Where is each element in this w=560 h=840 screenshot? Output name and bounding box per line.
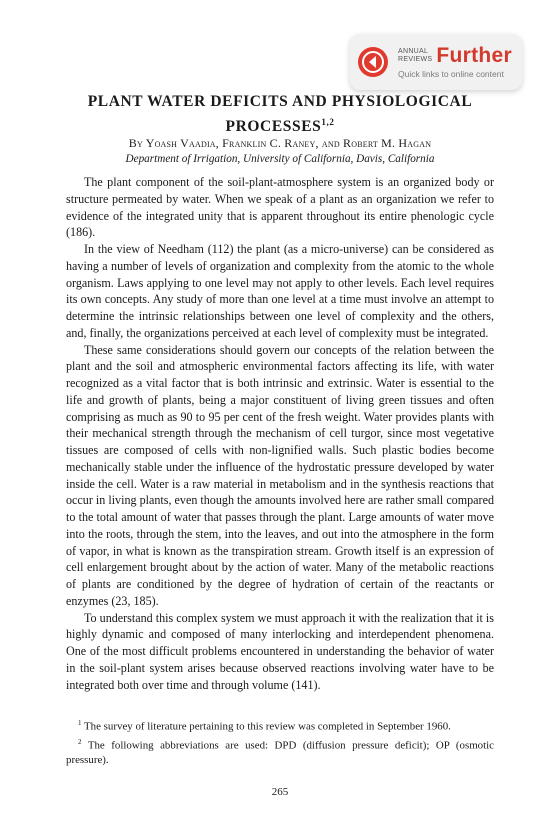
affiliation: Department of Irrigation, University of California, Davis, California [125,153,435,165]
further-logo-icon [358,47,388,77]
further-banner[interactable] [350,34,522,90]
banner-further: Further [436,44,512,68]
page-number: 265 [271,786,289,798]
banner-subtitle: Quick links to online content [398,69,504,80]
paragraph: To understand this complex system we must approach it with the realization that it is highly dynamic and composed of many interlocking and interdependent phenomena. One of the most difficult problems encountered in understanding the behavior of water in the soil-plant system arises because observed reactions involving water have to be integrated both over time and through volume (141). [66,610,494,692]
footnotes [66,716,494,768]
footnote-mark: 1 [78,719,82,727]
footnote [66,735,494,769]
title-footnote-marks: 1,2 [321,117,335,127]
paragraph: The plant component of the soil-plant-atmosphere system is an organized body or structure permeated by water. When we speak of a plant as an organization we refer to evidence of the integrated unity that is apparent throughout its entire phenologic cycle (186). [66,175,494,240]
authors: By Yoash Vaadia, Franklin C. Raney, and Robert M. Hagan [128,136,432,150]
paragraph: In the view of Needham (112) the plant (as a micro-universe) can be considered as having a number of levels of organization and complexity from the atomic to the whole organism. Laws applying to one level may not apply to other levels. Each level requires its own concepts. Any study of more than one level at a time must involve an attempt to determine the intrinsic relationships between one level of complexity and the others, and, finally, the organizations perceived at each level of complexity must be integrated. [66,242,494,340]
title-line-2-text: PROCESSES [225,118,322,136]
banner-annual: ANNUAL [398,47,429,55]
footnote-text: The following abbreviations are used: DPD (diffusion pressure deficit); OP (osmotic pressure). [66,739,494,767]
footnote [66,716,494,735]
banner-reviews: REVIEWS [398,55,433,63]
article-body [66,174,494,693]
title-line-2 [40,112,520,137]
footnote-text: The survey of literature pertaining to this review was completed in September 1960. [84,720,451,733]
footnote-mark: 2 [78,737,82,746]
paragraph: These same considerations should govern our concepts of the relation between the plant and the soil and atmospheric environmental factors affecting its life, with water recognized as a vital factor that is both intrinsic and extrinsic. Water is essential to the life and growth of plants, being a major constituent of living green tissues and often comprising as much as 90 to 95 per cent of the fresh weight. Water provides plants with their mechanical strength through the mechanism of cell turgor, since most vegetative tissues are composed of cells with non-lignified walls. Such plastic bodies become mechanically stable under the influence of the hydrostatic pressure developed by water inside the cell. Water is a raw material in metabolism and in the synthesis reactions that occur in living plants, even though the amounts involved here are rather small compared to the total amount of water that passes through the plant. Large amounts of water move into the roots, through the stem, into the leaves, and out into the atmosphere in the form of vapor, in what is known as the transpiration stream. Growth itself is an expression of cell enlargement brought about by the action of water. Many of the metabolic reactions of plants are conditioned by the degree of hydration of certain of the reactants or enzymes (23, 185). [66,342,494,608]
title-line-1: PLANT WATER DEFICITS AND PHYSIOLOGICAL [87,93,473,110]
